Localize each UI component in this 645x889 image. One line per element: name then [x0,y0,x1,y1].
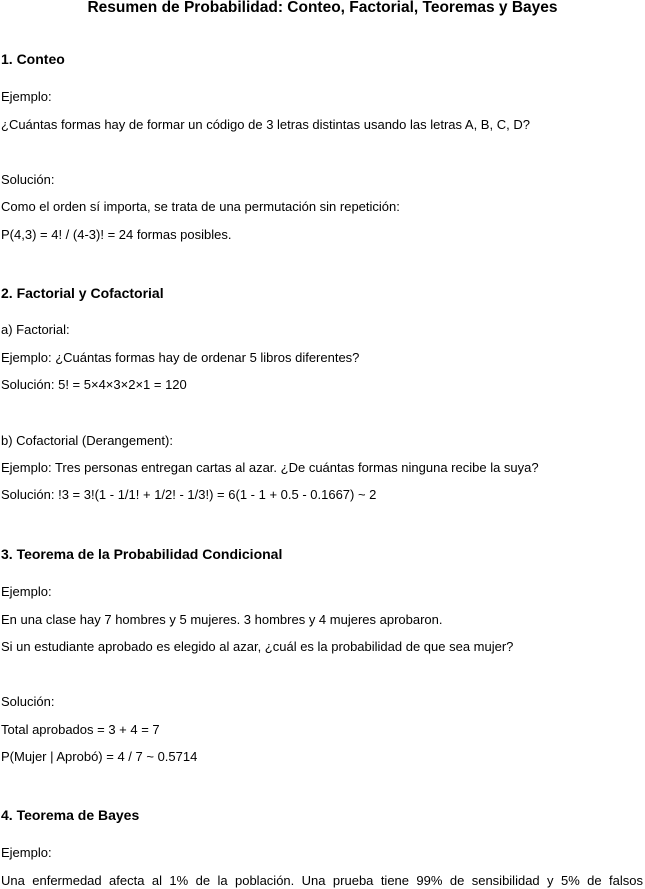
cofactorial-solution: Solución: !3 = 3!(1 - 1/1! + 1/2! - 1/3!) = 6(1 - 1 + 0.5 - 0.1667) ~ 2 [1,487,377,502]
solution-total: Total aprobados = 3 + 4 = 7 [1,722,160,737]
example-label: Ejemplo: [1,845,52,860]
example-statement: Una enfermedad afecta al 1% de la población. Una prueba tiene 99% de sensibilidad y 5% de falsos [1,873,643,888]
solution-formula: P(4,3) = 4! / (4-3)! = 24 formas posibles. [1,227,232,242]
section-heading-condicional: 3. Teorema de la Probabilidad Condicional [1,546,283,562]
solution-explanation: Como el orden sí importa, se trata de una permutación sin repetición: [1,199,400,214]
section-heading-factorial: 2. Factorial y Cofactorial [1,285,164,301]
example-label: Ejemplo: [1,584,52,599]
factorial-example: Ejemplo: ¿Cuántas formas hay de ordenar 5 libros diferentes? [1,350,360,365]
example-statement: En una clase hay 7 hombres y 5 mujeres. 3 hombres y 4 mujeres aprobaron. [1,612,443,627]
section-heading-conteo: 1. Conteo [1,51,65,67]
example-question: ¿Cuántas formas hay de formar un código de 3 letras distintas usando las letras A, B, C, D? [1,117,530,132]
section-heading-bayes: 4. Teorema de Bayes [1,807,140,823]
factorial-solution: Solución: 5! = 5×4×3×2×1 = 120 [1,377,187,392]
factorial-label: a) Factorial: [1,322,70,337]
cofactorial-example: Ejemplo: Tres personas entregan cartas al azar. ¿De cuántas formas ninguna recibe la suya? [1,460,539,475]
cofactorial-label: b) Cofactorial (Derangement): [1,433,173,448]
solution-result: P(Mujer | Aprobó) = 4 / 7 ~ 0.5714 [1,749,198,764]
example-label: Ejemplo: [1,89,52,104]
document-title: Resumen de Probabilidad: Conteo, Factorial, Teoremas y Bayes [87,0,558,16]
example-question: Si un estudiante aprobado es elegido al azar, ¿cuál es la probabilidad de que sea mujer? [1,639,514,654]
solution-label: Solución: [1,694,55,709]
solution-label: Solución: [1,172,55,187]
